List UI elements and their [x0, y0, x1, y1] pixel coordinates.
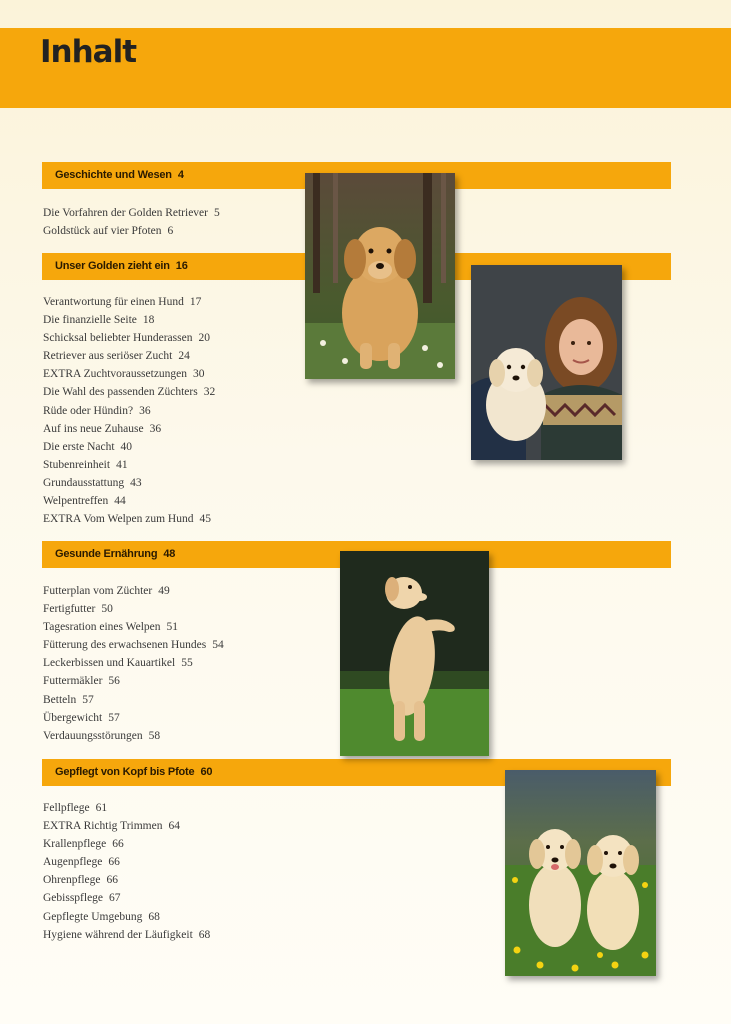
- toc-entry[interactable]: Krallenpflege 66: [43, 838, 124, 851]
- toc-entry[interactable]: Schicksal beliebter Hunderassen 20: [43, 332, 210, 345]
- toc-entry[interactable]: Stubenreinheit 41: [43, 458, 128, 471]
- toc-page-number: 20: [198, 332, 210, 345]
- toc-page-number: 51: [166, 621, 178, 634]
- toc-page-number: 30: [193, 368, 205, 381]
- page-title: Inhalt: [40, 34, 137, 70]
- toc-page-number: 36: [139, 404, 151, 417]
- toc-entry[interactable]: Tagesration eines Welpen 51: [43, 621, 178, 634]
- toc-entry[interactable]: Die erste Nacht 40: [43, 440, 133, 453]
- toc-page-number: 18: [142, 314, 155, 327]
- toc-page-number: 57: [82, 693, 94, 706]
- toc-page-number: 58: [148, 729, 161, 742]
- toc-page-number: 68: [148, 910, 160, 923]
- section-page-number: 60: [200, 766, 213, 778]
- toc-page-number: 6: [167, 225, 174, 238]
- toc-page-number: 43: [130, 476, 142, 489]
- section-page-number: 4: [177, 169, 184, 181]
- toc-page-number: 40: [120, 440, 133, 453]
- toc-page-number: 24: [178, 350, 190, 363]
- toc-entry[interactable]: Fertigfutter 50: [43, 603, 113, 616]
- section-page-number: 48: [163, 548, 176, 560]
- toc-entry[interactable]: Futtermäkler 56: [43, 675, 120, 688]
- golden-retriever-standing-photo: [340, 551, 489, 756]
- toc-entry[interactable]: Verantwortung für einen Hund 17: [43, 296, 202, 308]
- toc-list-unser-golden: [43, 293, 215, 528]
- toc-entry[interactable]: EXTRA Richtig Trimmen 64: [43, 820, 180, 833]
- toc-page-number: 45: [199, 513, 211, 526]
- toc-page-number: 50: [101, 603, 113, 616]
- toc-list-geschichte: [43, 204, 220, 240]
- toc-page-number: 67: [109, 892, 121, 905]
- toc-entry[interactable]: Futterplan vom Züchter 49: [43, 585, 170, 597]
- toc-entry[interactable]: Hygiene während der Läufigkeit 68: [43, 928, 211, 941]
- toc-entry[interactable]: Welpentreffen 44: [43, 495, 126, 508]
- toc-entry[interactable]: EXTRA Zuchtvoraussetzungen 30: [43, 368, 205, 381]
- toc-page-number: 32: [203, 386, 216, 399]
- toc-page-number: 66: [106, 874, 118, 887]
- toc-entry[interactable]: Fütterung des erwachsenen Hundes 54: [43, 639, 224, 652]
- toc-entry[interactable]: Retriever aus seriöser Zucht 24: [43, 350, 190, 363]
- toc-entry[interactable]: Grundausstattung 43: [43, 476, 142, 489]
- toc-entry[interactable]: Die Vorfahren der Golden Retriever 5: [43, 207, 220, 219]
- two-golden-retrievers-photo: [505, 770, 656, 976]
- golden-retriever-sitting-photo: [305, 173, 455, 379]
- toc-page-number: 49: [158, 585, 170, 597]
- toc-page-number: 66: [108, 856, 120, 869]
- section-heading: Gepflegt von Kopf bis Pfote 60: [55, 766, 213, 778]
- toc-entry[interactable]: Augenpflege 66: [43, 856, 120, 869]
- toc-page-number: 44: [114, 495, 126, 508]
- toc-entry[interactable]: Gebisspflege 67: [43, 892, 121, 905]
- toc-entry[interactable]: Ohrenpflege 66: [43, 874, 118, 887]
- toc-entry[interactable]: Gepflegte Umgebung 68: [43, 910, 160, 923]
- toc-entry[interactable]: Verdauungsstörungen 58: [43, 729, 161, 742]
- toc-page-number: 17: [189, 296, 202, 308]
- toc-list-ernaehrung: [43, 582, 224, 745]
- girl-with-puppy-photo: [471, 265, 622, 460]
- toc-page-number: 41: [116, 458, 128, 471]
- toc-entry[interactable]: Übergewicht 57: [43, 711, 120, 724]
- toc-entry[interactable]: Auf ins neue Zuhause 36: [43, 422, 162, 435]
- section-heading: Unser Golden zieht ein 16: [55, 260, 188, 272]
- toc-page-number: 68: [198, 928, 211, 941]
- toc-page-number: 57: [108, 711, 120, 724]
- section-heading: Gesunde Ernährung 48: [55, 548, 176, 560]
- toc-page-number: 36: [149, 422, 162, 435]
- toc-page-number: 54: [212, 639, 224, 652]
- toc-page-number: 5: [214, 207, 220, 219]
- toc-page-number: 66: [112, 838, 124, 851]
- toc-page-number: 55: [181, 657, 193, 670]
- section-page-number: 16: [175, 260, 188, 272]
- toc-entry[interactable]: Die Wahl des passenden Züchters 32: [43, 386, 216, 399]
- toc-entry[interactable]: Rüde oder Hündin? 36: [43, 404, 151, 417]
- toc-list-pflege: [43, 799, 210, 944]
- toc-page-number: 56: [108, 675, 120, 688]
- toc-entry[interactable]: EXTRA Vom Welpen zum Hund 45: [43, 513, 211, 526]
- toc-entry[interactable]: Fellpflege 61: [43, 802, 108, 814]
- toc-entry[interactable]: Leckerbissen und Kauartikel 55: [43, 657, 193, 670]
- section-heading: Geschichte und Wesen 4: [55, 169, 184, 181]
- toc-entry[interactable]: Die finanzielle Seite 18: [43, 314, 155, 327]
- toc-entry[interactable]: Goldstück auf vier Pfoten 6: [43, 225, 174, 238]
- toc-page-number: 64: [168, 820, 180, 833]
- toc-entry[interactable]: Betteln 57: [43, 693, 94, 706]
- toc-page-number: 61: [95, 802, 108, 814]
